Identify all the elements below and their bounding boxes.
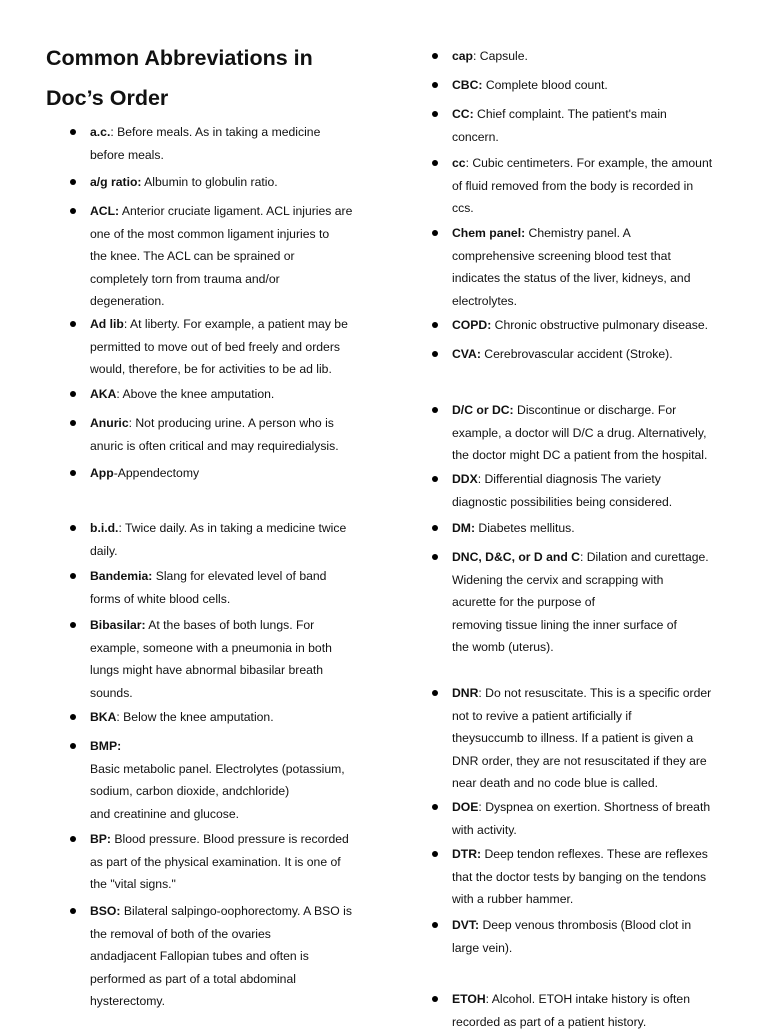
abbreviation-line: the removal of both of the ovaries (90, 926, 271, 941)
abbreviation-line: anuric is often critical and may requiredialysis. (90, 438, 339, 453)
abbreviation-item (452, 222, 730, 312)
abbreviation-term: BSO: (90, 904, 121, 918)
abbreviation-line: DNR order, they are not resuscitated if they are (452, 753, 707, 768)
abbreviation-term: DDX (452, 472, 478, 486)
abbreviation-line: andadjacent Fallopian tubes and often is (90, 949, 309, 964)
abbreviation-line: near death and no code blue is called. (452, 776, 658, 791)
abbreviation-line: DTR: Deep tendon reflexes. These are reflexes (452, 847, 708, 861)
abbreviation-line: indicates the status of the liver, kidneys, and (452, 271, 691, 286)
abbreviation-line: Bibasilar: At the bases of both lungs. For (90, 618, 315, 632)
abbreviation-line: Basic metabolic panel. Electrolytes (potassium, (90, 761, 345, 776)
abbreviation-line: BSO: Bilateral salpingo-oophorectomy. A BSO is (90, 904, 352, 918)
page-title: Common Abbreviations in Doc’s Order (46, 46, 313, 110)
abbreviation-line: DM: Diabetes mellitus. (452, 521, 575, 535)
abbreviation-line: the knee. The ACL can be sprained or (90, 249, 295, 264)
abbreviation-item (452, 796, 730, 841)
abbreviation-item (452, 682, 730, 795)
abbreviation-term: Chem panel: (452, 226, 526, 240)
abbreviation-item (90, 121, 366, 166)
abbreviation-line: concern. (452, 129, 499, 144)
abbreviation-line: recorded as part of a patient history. (452, 1014, 647, 1029)
abbreviation-line: sounds. (90, 685, 133, 700)
abbreviation-line: ETOH: Alcohol. ETOH intake history is often (452, 992, 690, 1006)
abbreviation-line: example, a doctor will D/C a drug. Alternatively, (452, 425, 707, 440)
abbreviation-term: cap (452, 49, 474, 63)
abbreviation-item (90, 614, 366, 704)
abbreviation-item (452, 103, 730, 148)
abbreviation-term: ACL: (90, 204, 120, 218)
abbreviation-item (452, 343, 730, 366)
abbreviation-line: of fluid removed from the body is recorded in (452, 178, 694, 193)
abbreviation-item (90, 412, 366, 457)
abbreviation-line: electrolytes. (452, 293, 518, 308)
abbreviation-line: and creatinine and glucose. (90, 806, 240, 821)
abbreviation-line: degeneration. (90, 294, 165, 309)
abbreviation-line: ACL: Anterior cruciate ligament. ACL injuries are (90, 204, 353, 218)
abbreviation-line: completely torn from trauma and/or (90, 271, 280, 286)
abbreviation-line: example, someone with a pneumonia in both (90, 640, 332, 655)
abbreviation-item (90, 565, 366, 610)
abbreviation-line: DNR: Do not resuscitate. This is a specific order (452, 686, 712, 700)
abbreviation-line: forms of white blood cells. (90, 591, 231, 606)
abbreviation-line: DNC, D&C, or D and C: Dilation and curettage. (452, 550, 709, 564)
abbreviation-line: a.c.: Before meals. As in taking a medicine (90, 125, 321, 139)
abbreviation-term: Bibasilar: (90, 618, 146, 632)
abbreviation-line: comprehensive screening blood test that (452, 248, 671, 263)
abbreviation-line: that the doctor tests by banging on the tendons (452, 869, 707, 884)
abbreviation-line: cc: Cubic centimeters. For example, the amount (452, 156, 713, 170)
abbreviation-line: sodium, carbon dioxide, andchloride) (90, 784, 290, 799)
abbreviation-term: a.c. (90, 125, 111, 139)
abbreviation-item (90, 900, 366, 1013)
abbreviation-line: not to revive a patient artificially if (452, 708, 632, 723)
abbreviation-item (90, 706, 366, 729)
abbreviation-term: Anuric (90, 416, 129, 430)
abbreviation-line: lungs might have abnormal bibasilar breath (90, 663, 324, 678)
abbreviation-line: permitted to move out of bed freely and orders (90, 339, 340, 354)
abbreviation-item (452, 45, 730, 68)
abbreviation-line: acurette for the purpose of (452, 595, 595, 610)
abbreviation-term: D/C or DC: (452, 403, 514, 417)
abbreviation-term: COPD: (452, 318, 492, 332)
abbreviation-line: cap: Capsule. (452, 49, 528, 63)
abbreviation-line: CC: Chief complaint. The patient's main (452, 107, 667, 121)
abbreviation-line: daily. (90, 543, 118, 558)
abbreviation-item (452, 988, 730, 1033)
abbreviation-line: hysterectomy. (90, 994, 165, 1009)
abbreviation-term: cc (452, 156, 466, 170)
abbreviation-line: App-Appendectomy (90, 466, 200, 480)
abbreviation-item (90, 200, 366, 313)
abbreviation-line: DVT: Deep venous thrombosis (Blood clot in (452, 918, 692, 932)
abbreviation-item (90, 735, 366, 825)
abbreviation-item (452, 546, 730, 659)
abbreviation-line: COPD: Chronic obstructive pulmonary disease. (452, 318, 709, 332)
abbreviation-term: Ad lib (90, 317, 124, 331)
abbreviation-item (90, 313, 366, 381)
abbreviation-line: the "vital signs." (90, 877, 176, 892)
abbreviation-term: CBC: (452, 78, 483, 92)
abbreviation-term: AKA (90, 387, 117, 401)
abbreviation-line: D/C or DC: Discontinue or discharge. For (452, 403, 677, 417)
abbreviation-term: DOE (452, 800, 479, 814)
abbreviation-term: BP: (90, 832, 111, 846)
abbreviation-line: AKA: Above the knee amputation. (90, 387, 275, 401)
abbreviation-line: BKA: Below the knee amputation. (90, 710, 274, 724)
abbreviation-term: CC: (452, 107, 474, 121)
abbreviation-line: b.i.d.: Twice daily. As in taking a medicine twice (90, 521, 347, 535)
abbreviation-line: DDX: Differential diagnosis The variety (452, 472, 661, 486)
abbreviation-line: removing tissue lining the inner surface of (452, 617, 677, 632)
abbreviation-line: performed as part of a total abdominal (90, 971, 296, 986)
abbreviation-line: would, therefore, be for activities to be ad lib. (90, 362, 332, 377)
abbreviation-term: b.i.d. (90, 521, 119, 535)
abbreviation-line: BP: Blood pressure. Blood pressure is recorded (90, 832, 349, 846)
abbreviation-line: before meals. (90, 147, 164, 162)
abbreviation-line: Chem panel: Chemistry panel. A (452, 226, 631, 240)
abbreviation-term: CVA: (452, 347, 481, 361)
abbreviation-line: CVA: Cerebrovascular accident (Stroke). (452, 347, 673, 361)
abbreviation-item (452, 152, 730, 220)
abbreviation-term: DM: (452, 521, 476, 535)
abbreviation-line: DOE: Dyspnea on exertion. Shortness of breath (452, 800, 711, 814)
abbreviation-term: DTR: (452, 847, 482, 861)
abbreviation-line: CBC: Complete blood count. (452, 78, 608, 92)
abbreviation-line: theysuccumb to illness. If a patient is given a (452, 731, 694, 746)
abbreviation-item (452, 517, 730, 540)
abbreviation-line: with a rubber hammer. (452, 892, 574, 907)
abbreviation-term: App (90, 466, 114, 480)
abbreviation-line: one of the most common ligament injuries to (90, 226, 330, 241)
abbreviation-item (452, 843, 730, 911)
abbreviation-term: DNR (452, 686, 479, 700)
abbreviation-term: ETOH (452, 992, 486, 1006)
abbreviation-item (452, 399, 730, 467)
abbreviation-term: a/g ratio: (90, 175, 142, 189)
abbreviation-item (452, 914, 730, 959)
abbreviation-line: diagnostic possibilities being considered. (452, 494, 673, 509)
abbreviation-term: DVT: (452, 918, 480, 932)
abbreviation-line: as part of the physical examination. It is one of (90, 854, 341, 869)
abbreviation-line (90, 735, 366, 758)
abbreviation-line: large vein). (452, 940, 513, 955)
abbreviation-item (90, 828, 366, 896)
abbreviation-item (90, 383, 366, 406)
abbreviation-term: BKA (90, 710, 117, 724)
abbreviation-line: Anuric: Not producing urine. A person who is (90, 416, 334, 430)
abbreviation-line: the doctor might DC a patient from the hospital. (452, 448, 708, 463)
abbreviation-line: the womb (uterus). (452, 640, 554, 655)
abbreviation-item (90, 171, 366, 194)
abbreviation-term: DNC, D&C, or D and C (452, 550, 580, 564)
abbreviation-item (452, 314, 730, 337)
abbreviation-item (90, 462, 366, 485)
abbreviation-line: Widening the cervix and scrapping with (452, 572, 664, 587)
abbreviation-line: a/g ratio: Albumin to globulin ratio. (90, 175, 278, 189)
abbreviation-item (452, 468, 730, 513)
abbreviation-item (452, 74, 730, 97)
abbreviation-line: with activity. (452, 822, 517, 837)
abbreviation-item (90, 517, 366, 562)
abbreviation-term: Bandemia: (90, 569, 153, 583)
abbreviation-line: Bandemia: Slang for elevated level of band (90, 569, 327, 583)
abbreviation-line: ccs. (452, 201, 474, 216)
abbreviation-term: BMP: (90, 739, 122, 753)
abbreviation-line: Ad lib: At liberty. For example, a patient may be (90, 317, 348, 331)
